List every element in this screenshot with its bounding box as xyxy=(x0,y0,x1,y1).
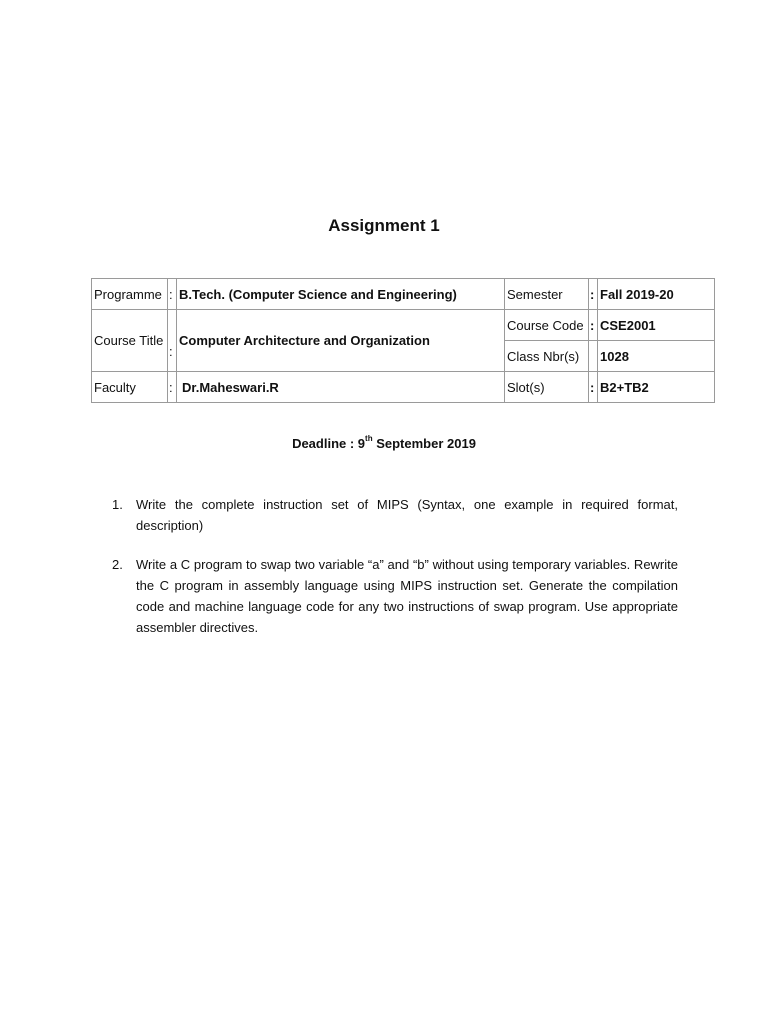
question-text: Write the complete instruction set of MIPS (Syntax, one example in required format, description) xyxy=(136,497,678,533)
separator: : xyxy=(168,310,177,372)
separator: : xyxy=(589,372,598,403)
course-code-label: Course Code xyxy=(505,310,589,341)
deadline-suffix: September 2019 xyxy=(372,436,476,451)
document-title: Assignment 1 xyxy=(328,216,440,235)
faculty-label: Faculty xyxy=(92,372,168,403)
faculty-value: Dr.Maheswari.R xyxy=(177,372,505,403)
table-row xyxy=(92,372,715,403)
table-row xyxy=(92,310,715,341)
course-title-label: Course Title xyxy=(92,310,168,372)
list-item xyxy=(112,494,678,536)
course-title-value: Computer Architecture and Organization xyxy=(177,310,505,372)
question-text: Write a C program to swap two variable “a” and “b” without using temporary variables. Rewrite the C program in assembly language using MIPS instruction set. Generate the compilation code and machine language code for any two instructions of swap program. Use appropriate assembler directives. xyxy=(136,557,678,635)
deadline-prefix: Deadline : 9 xyxy=(292,436,366,451)
programme-value: B.Tech. (Computer Science and Engineering) xyxy=(177,279,505,310)
empty-cell xyxy=(589,341,598,372)
semester-label: Semester xyxy=(505,279,589,310)
deadline xyxy=(0,436,768,451)
course-info-table xyxy=(91,278,715,403)
question-number: 1. xyxy=(112,497,123,512)
table-row xyxy=(92,279,715,310)
separator: : xyxy=(168,372,177,403)
course-code-value: CSE2001 xyxy=(598,310,715,341)
separator: : xyxy=(589,310,598,341)
slot-value: B2+TB2 xyxy=(598,372,715,403)
separator: : xyxy=(168,279,177,310)
question-number: 2. xyxy=(112,557,123,572)
class-nbr-value: 1028 xyxy=(598,341,715,372)
list-item xyxy=(112,554,678,638)
question-list xyxy=(112,494,678,656)
slot-label: Slot(s) xyxy=(505,372,589,403)
programme-label: Programme xyxy=(92,279,168,310)
deadline-superscript: th xyxy=(365,434,373,443)
class-nbr-label: Class Nbr(s) xyxy=(505,341,589,372)
semester-value: Fall 2019-20 xyxy=(598,279,715,310)
separator: : xyxy=(589,279,598,310)
